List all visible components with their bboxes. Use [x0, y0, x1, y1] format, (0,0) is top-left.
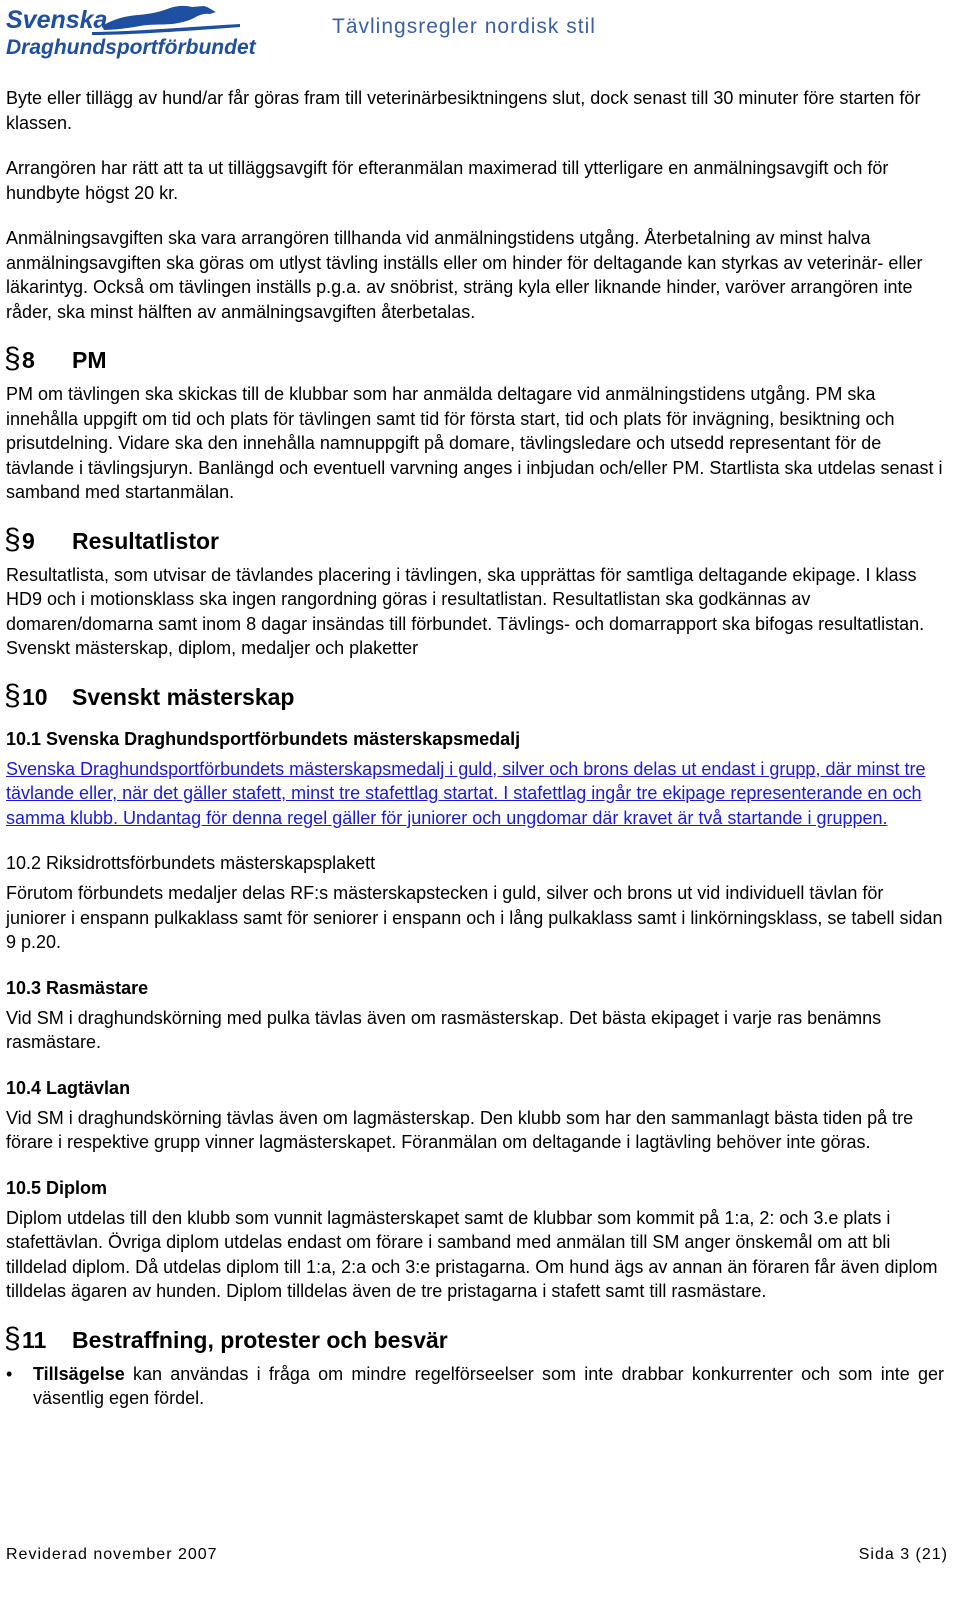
page-header	[0, 0, 960, 62]
subsection-10-4-text: Vid SM i draghundskörning tävlas även om lagmästerskap. Den klubb som har den sammanlagt bästa tiden på tre förare i respektive grupp vinner lagmästerskapet. Föranmälan om deltagande i lagtävling behöver inte göras.	[6, 1107, 914, 1152]
page-number: Sida 3 (21)	[858, 1546, 948, 1563]
logo-line-1: Svenska	[6, 6, 108, 34]
list-item	[6, 1362, 944, 1411]
section-10-heading	[4, 678, 944, 712]
section-symbol: §	[4, 342, 21, 375]
section-symbol: §	[4, 678, 21, 712]
subsection-10-3-text: Vid SM i draghundskörning med pulka tävlas även om rasmästerskap. Det bästa ekipaget i varje ras benämns rasmästare.	[6, 1007, 882, 1052]
subsection-10-5-text: Diplom utdelas till den klubb som vunnit lagmästerskapet samt de klubbar som kommit på 1:a, 2: och 3.e plats i stafettävlan. Övriga diplom utdelas endast om förare i samband med anmälan till SM anger önskemål om att bli tilldelad diplom. Då utdelas diplom till 1:a, 2:a och 3:e pristagarna. Om hund ägs av annan än föraren får även diplom tilldelas ägaren av hunden. Diplom tilldelas även de tre pristagarna i stafett samt till rasmästare.	[6, 1207, 938, 1301]
document-title: Tävlingsregler nordisk stil	[332, 15, 596, 38]
section-number: 8	[22, 347, 35, 373]
section-9-text: Resultatlista, som utvisar de tävlandes placering i tävlingen, ska upprättas för samtliga deltagande ekipage. I klass HD9 och i motionsklass ska ingen rangordning göras i resultatlistan. Resultatlistan ska godkännas av domaren/domarna samt inom 8 dagar insändas till förbundet. Tävlings- och domarrapport ska bifogas resultatlistan. Svenskt mästerskap, diplom, medaljer och plaketter	[6, 564, 925, 658]
subsection-10-1-title: 10.1 Svenska Draghundsportförbundets mästerskapsmedalj	[6, 728, 521, 749]
section-8-text: PM om tävlingen ska skickas till de klubbar som har anmälda deltagare vid anmälningstidens utgång. PM ska innehålla uppgift om tid och plats för tävlingen samt tid för första start, tid och plats för invägning, besiktning och prisutdelning. Vidare ska den innehålla namnuppgift på domare, tävlingsledare och utsedd representant för de tävlande i tävlingsjuryn. Banlängd och eventuell varvning anges i inbjudan och/eller PM. Startlista ska utdelas senast i samband med startanmälan.	[6, 384, 943, 502]
section-title: Svenskt mästerskap	[72, 683, 295, 710]
page-content	[6, 86, 944, 1411]
subsection-10-2-text: Förutom förbundets medaljer delas RF:s mästerskapstecken i guld, silver och brons ut vid individuell tävlan för juniorer i enspann pulkaklass samt för seniorer i enspann och i lång pulkaklass samt i linkörningsklass, se tabell sidan 9 p.20.	[6, 883, 943, 952]
subsection-10-4-title: 10.4 Lagtävlan	[6, 1077, 131, 1098]
intro-paragraph-1: Byte eller tillägg av hund/ar får göras fram till veterinärbesiktningens slut, dock senast till 30 minuter före starten för klassen.	[6, 88, 921, 133]
list-item-description: kan användas i fråga om mindre regelförseelser som inte drabbar konkurrenter och som inte ger väsentlig egen fördel.	[33, 1363, 944, 1408]
section-9-heading	[4, 522, 944, 556]
bullet-icon: •	[6, 1363, 13, 1384]
section-title: PM	[72, 347, 107, 373]
section-number: 9	[22, 527, 35, 554]
organization-logo	[4, 2, 264, 60]
logo-line-2: Draghundsportförbundet	[6, 36, 256, 59]
list-item-text	[33, 1362, 944, 1411]
section-title: Resultatlistor	[72, 527, 219, 554]
revision-date: Reviderad november 2007	[6, 1546, 218, 1563]
section-symbol: §	[4, 1321, 21, 1355]
logo-graphic	[4, 2, 264, 60]
intro-paragraph-3: Anmälningsavgiften ska vara arrangören tillhanda vid anmälningstidens utgång. Återbetalning av minst halva anmälningsavgiften ska göras om utlyst tävling inställs eller om hinder för deltagande kan styrkas av veterinär- eller läkarintyg. Också om tävlingen inställs p.g.a. av snöbrist, sträng kyla eller liknande hinder, varöver arrangören inte råder, ska minst hälften av anmälningsavgiften återbetalas.	[6, 228, 923, 322]
subsection-10-1-link-text[interactable]: Svenska Draghundsportförbundets mästerskapsmedalj i guld, silver och brons delas ut endast i grupp, där minst tre tävlande eller, när det gäller stafett, minst tre stafettlag startat. I stafettlag ingår tre ekipage representerande en och samma klubb. Undantag för denna regel gäller för juniorer och ungdomar där kravet är två startande i gruppen.	[6, 758, 926, 828]
subsection-10-3-title: 10.3 Rasmästare	[6, 977, 149, 998]
subsection-10-2-title: 10.2 Riksidrottsförbundets mästerskapsplakett	[6, 853, 376, 873]
section-symbol: §	[4, 522, 21, 556]
page-footer	[6, 1546, 948, 1564]
section-11-heading	[4, 1321, 944, 1355]
running-dog-icon	[102, 6, 216, 30]
section-8-heading	[4, 342, 944, 375]
subsection-10-5-title: 10.5 Diplom	[6, 1177, 108, 1198]
list-item-bold-term: Tillsägelse	[33, 1363, 125, 1384]
intro-paragraph-2: Arrangören har rätt att ta ut tilläggsavgift för efteranmälan maximerad till ytterligare en anmälningsavgift och för hundbyte högst 20 kr.	[6, 158, 889, 203]
section-number: 11	[22, 1326, 47, 1353]
section-number: 10	[22, 683, 48, 710]
section-title: Bestraffning, protester och besvär	[72, 1326, 448, 1353]
